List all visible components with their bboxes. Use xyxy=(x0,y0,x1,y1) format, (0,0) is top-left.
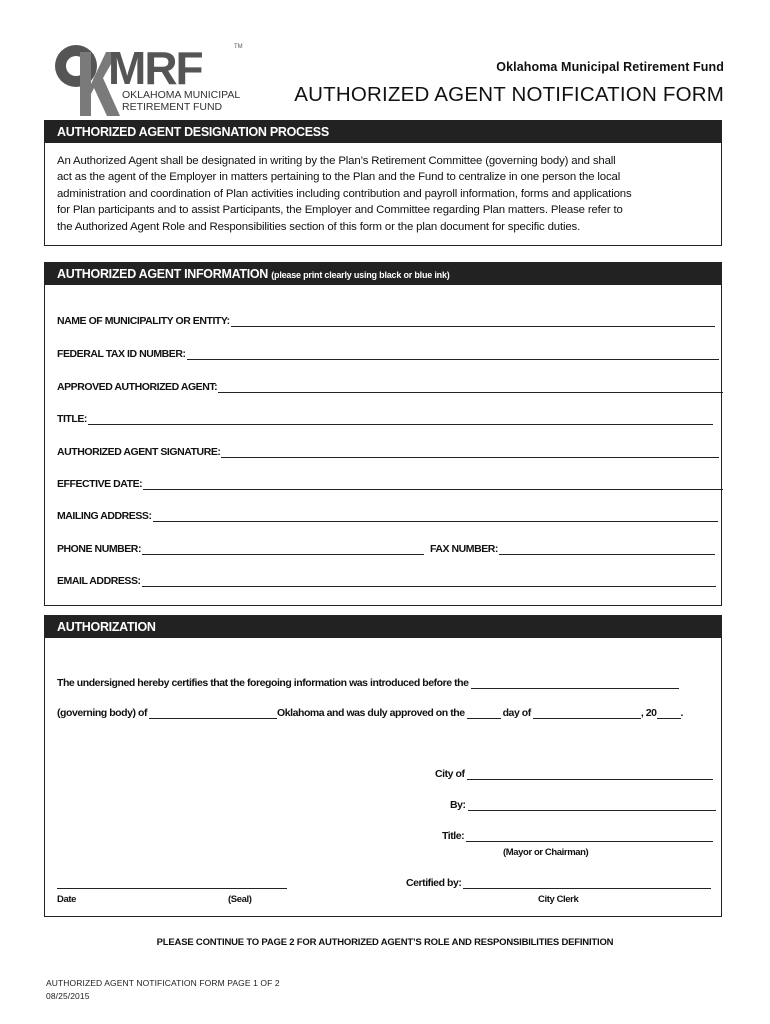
certified-by-field[interactable] xyxy=(406,877,711,889)
city-name-input-line[interactable] xyxy=(149,708,277,719)
municipality-field[interactable] xyxy=(57,313,715,327)
tax-id-field[interactable] xyxy=(57,346,719,360)
mailing-address-label: MAILING ADDRESS: xyxy=(57,510,152,522)
certification-line xyxy=(57,677,679,689)
mayor-note: (Mayor or Chairman) xyxy=(503,847,589,858)
title-sign-input-line[interactable] xyxy=(466,831,713,842)
email-input-line[interactable] xyxy=(142,576,716,587)
fax-input-line[interactable] xyxy=(499,544,715,555)
designation-line: for Plan participants and to assist Participants, the Employer and Committee regarding Plan matters. Please refer to xyxy=(57,204,623,217)
municipality-input-line[interactable] xyxy=(231,316,715,327)
date-input-line[interactable] xyxy=(57,878,287,889)
authorization-section xyxy=(44,615,722,917)
email-label: EMAIL ADDRESS: xyxy=(57,575,141,587)
continue-note: PLEASE CONTINUE TO PAGE 2 FOR AUTHORIZED AGENT’S ROLE AND RESPONSIBILITIES DEFINITION xyxy=(156,937,614,948)
phone-field[interactable] xyxy=(57,541,715,555)
day-of-text: day of xyxy=(502,707,531,719)
day-input-line[interactable] xyxy=(467,708,501,719)
org-name: Oklahoma Municipal Retirement Fund xyxy=(496,60,724,74)
designation-line: act as the agent of the Employer in matters pertaining to the Plan and the Fund to centralize in one person the local xyxy=(57,171,621,184)
mailing-address-field[interactable] xyxy=(57,508,718,522)
agent-input-line[interactable] xyxy=(218,382,723,393)
approved-text: Oklahoma and was duly approved on the xyxy=(277,707,465,719)
logo-subtitle-1: OKLAHOMA MUNICIPAL xyxy=(122,89,241,101)
year-input-line[interactable] xyxy=(657,707,684,719)
year-prefix-text: , 20 xyxy=(640,707,657,719)
logo-subtitle-2: RETIREMENT FUND xyxy=(122,101,223,113)
designation-paragraph xyxy=(57,153,717,235)
by-label: By: xyxy=(450,799,466,811)
by-field[interactable] xyxy=(450,799,716,811)
agent-information-title: AUTHORIZED AGENT INFORMATION xyxy=(57,267,269,281)
certified-by-label: Certified by: xyxy=(406,877,462,889)
agent-information-heading xyxy=(45,263,721,285)
authorization-heading: AUTHORIZATION xyxy=(45,616,721,638)
meeting-type-input-line[interactable] xyxy=(471,678,679,689)
okmrf-logo xyxy=(50,38,280,118)
designation-line: the Authorized Agent Role and Responsibilities section of this form or the plan document for specific duties. xyxy=(57,220,581,233)
title-input-line[interactable] xyxy=(88,414,713,425)
email-field[interactable] xyxy=(57,573,716,587)
city-of-input-line[interactable] xyxy=(467,769,713,780)
agent-label: APPROVED AUTHORIZED AGENT: xyxy=(57,381,218,393)
phone-label: PHONE NUMBER: xyxy=(57,543,141,555)
title-label: TITLE: xyxy=(57,413,87,425)
effective-date-field[interactable] xyxy=(57,476,723,490)
certification-text: The undersigned hereby certifies that the foregoing information was introduced before the xyxy=(57,677,469,689)
designation-section xyxy=(44,120,722,246)
phone-input-line[interactable] xyxy=(142,544,424,555)
svg-text:MRF xyxy=(108,42,203,94)
agent-information-section xyxy=(44,262,722,606)
logo-trademark: TM xyxy=(234,44,243,50)
month-input-line[interactable] xyxy=(533,708,641,719)
tax-id-input-line[interactable] xyxy=(187,349,719,360)
city-clerk-caption: City Clerk xyxy=(538,894,579,905)
certified-by-input-line[interactable] xyxy=(463,878,711,889)
title-sign-field[interactable] xyxy=(442,830,713,842)
period-text: . xyxy=(680,707,684,719)
footer-date: 08/25/2015 xyxy=(46,991,90,1001)
agent-field[interactable] xyxy=(57,379,723,393)
title-sign-label: Title: xyxy=(442,830,465,842)
designation-heading: AUTHORIZED AGENT DESIGNATION PROCESS xyxy=(45,121,721,143)
municipality-label: NAME OF MUNICIPALITY OR ENTITY: xyxy=(57,315,230,327)
by-input-line[interactable] xyxy=(468,800,716,811)
logo-letters: MRF xyxy=(108,42,202,94)
date-caption: Date xyxy=(57,894,76,905)
designation-line: administration and coordination of Plan activities including contribution and payroll information, forms and applications xyxy=(57,187,632,200)
governing-body-text: (governing body) of xyxy=(57,707,148,719)
city-of-label: City of xyxy=(435,768,465,780)
effective-date-input-line[interactable] xyxy=(143,479,723,490)
form-title: AUTHORIZED AGENT NOTIFICATION FORM xyxy=(294,83,724,106)
signature-label: AUTHORIZED AGENT SIGNATURE: xyxy=(57,446,221,458)
title-field[interactable] xyxy=(57,411,713,425)
fax-label: FAX NUMBER: xyxy=(430,543,498,555)
designation-line: An Authorized Agent shall be designated in writing by the Plan’s Retirement Committee (governing body) and shall xyxy=(57,155,616,167)
signature-input-line[interactable] xyxy=(221,447,719,458)
city-of-field[interactable] xyxy=(435,768,713,780)
seal-caption: (Seal) xyxy=(228,894,252,905)
effective-date-label: EFFECTIVE DATE: xyxy=(57,478,143,490)
tax-id-label: FEDERAL TAX ID NUMBER: xyxy=(57,348,186,360)
okmrf-logo-graphic xyxy=(50,38,280,118)
footer-form-page: AUTHORIZED AGENT NOTIFICATION FORM PAGE 1 OF 2 xyxy=(46,978,280,988)
approval-line xyxy=(57,707,683,719)
signature-field[interactable] xyxy=(57,444,719,458)
ink-note: (please print clearly using black or blue ink) xyxy=(271,270,450,280)
mailing-address-input-line[interactable] xyxy=(153,511,718,522)
